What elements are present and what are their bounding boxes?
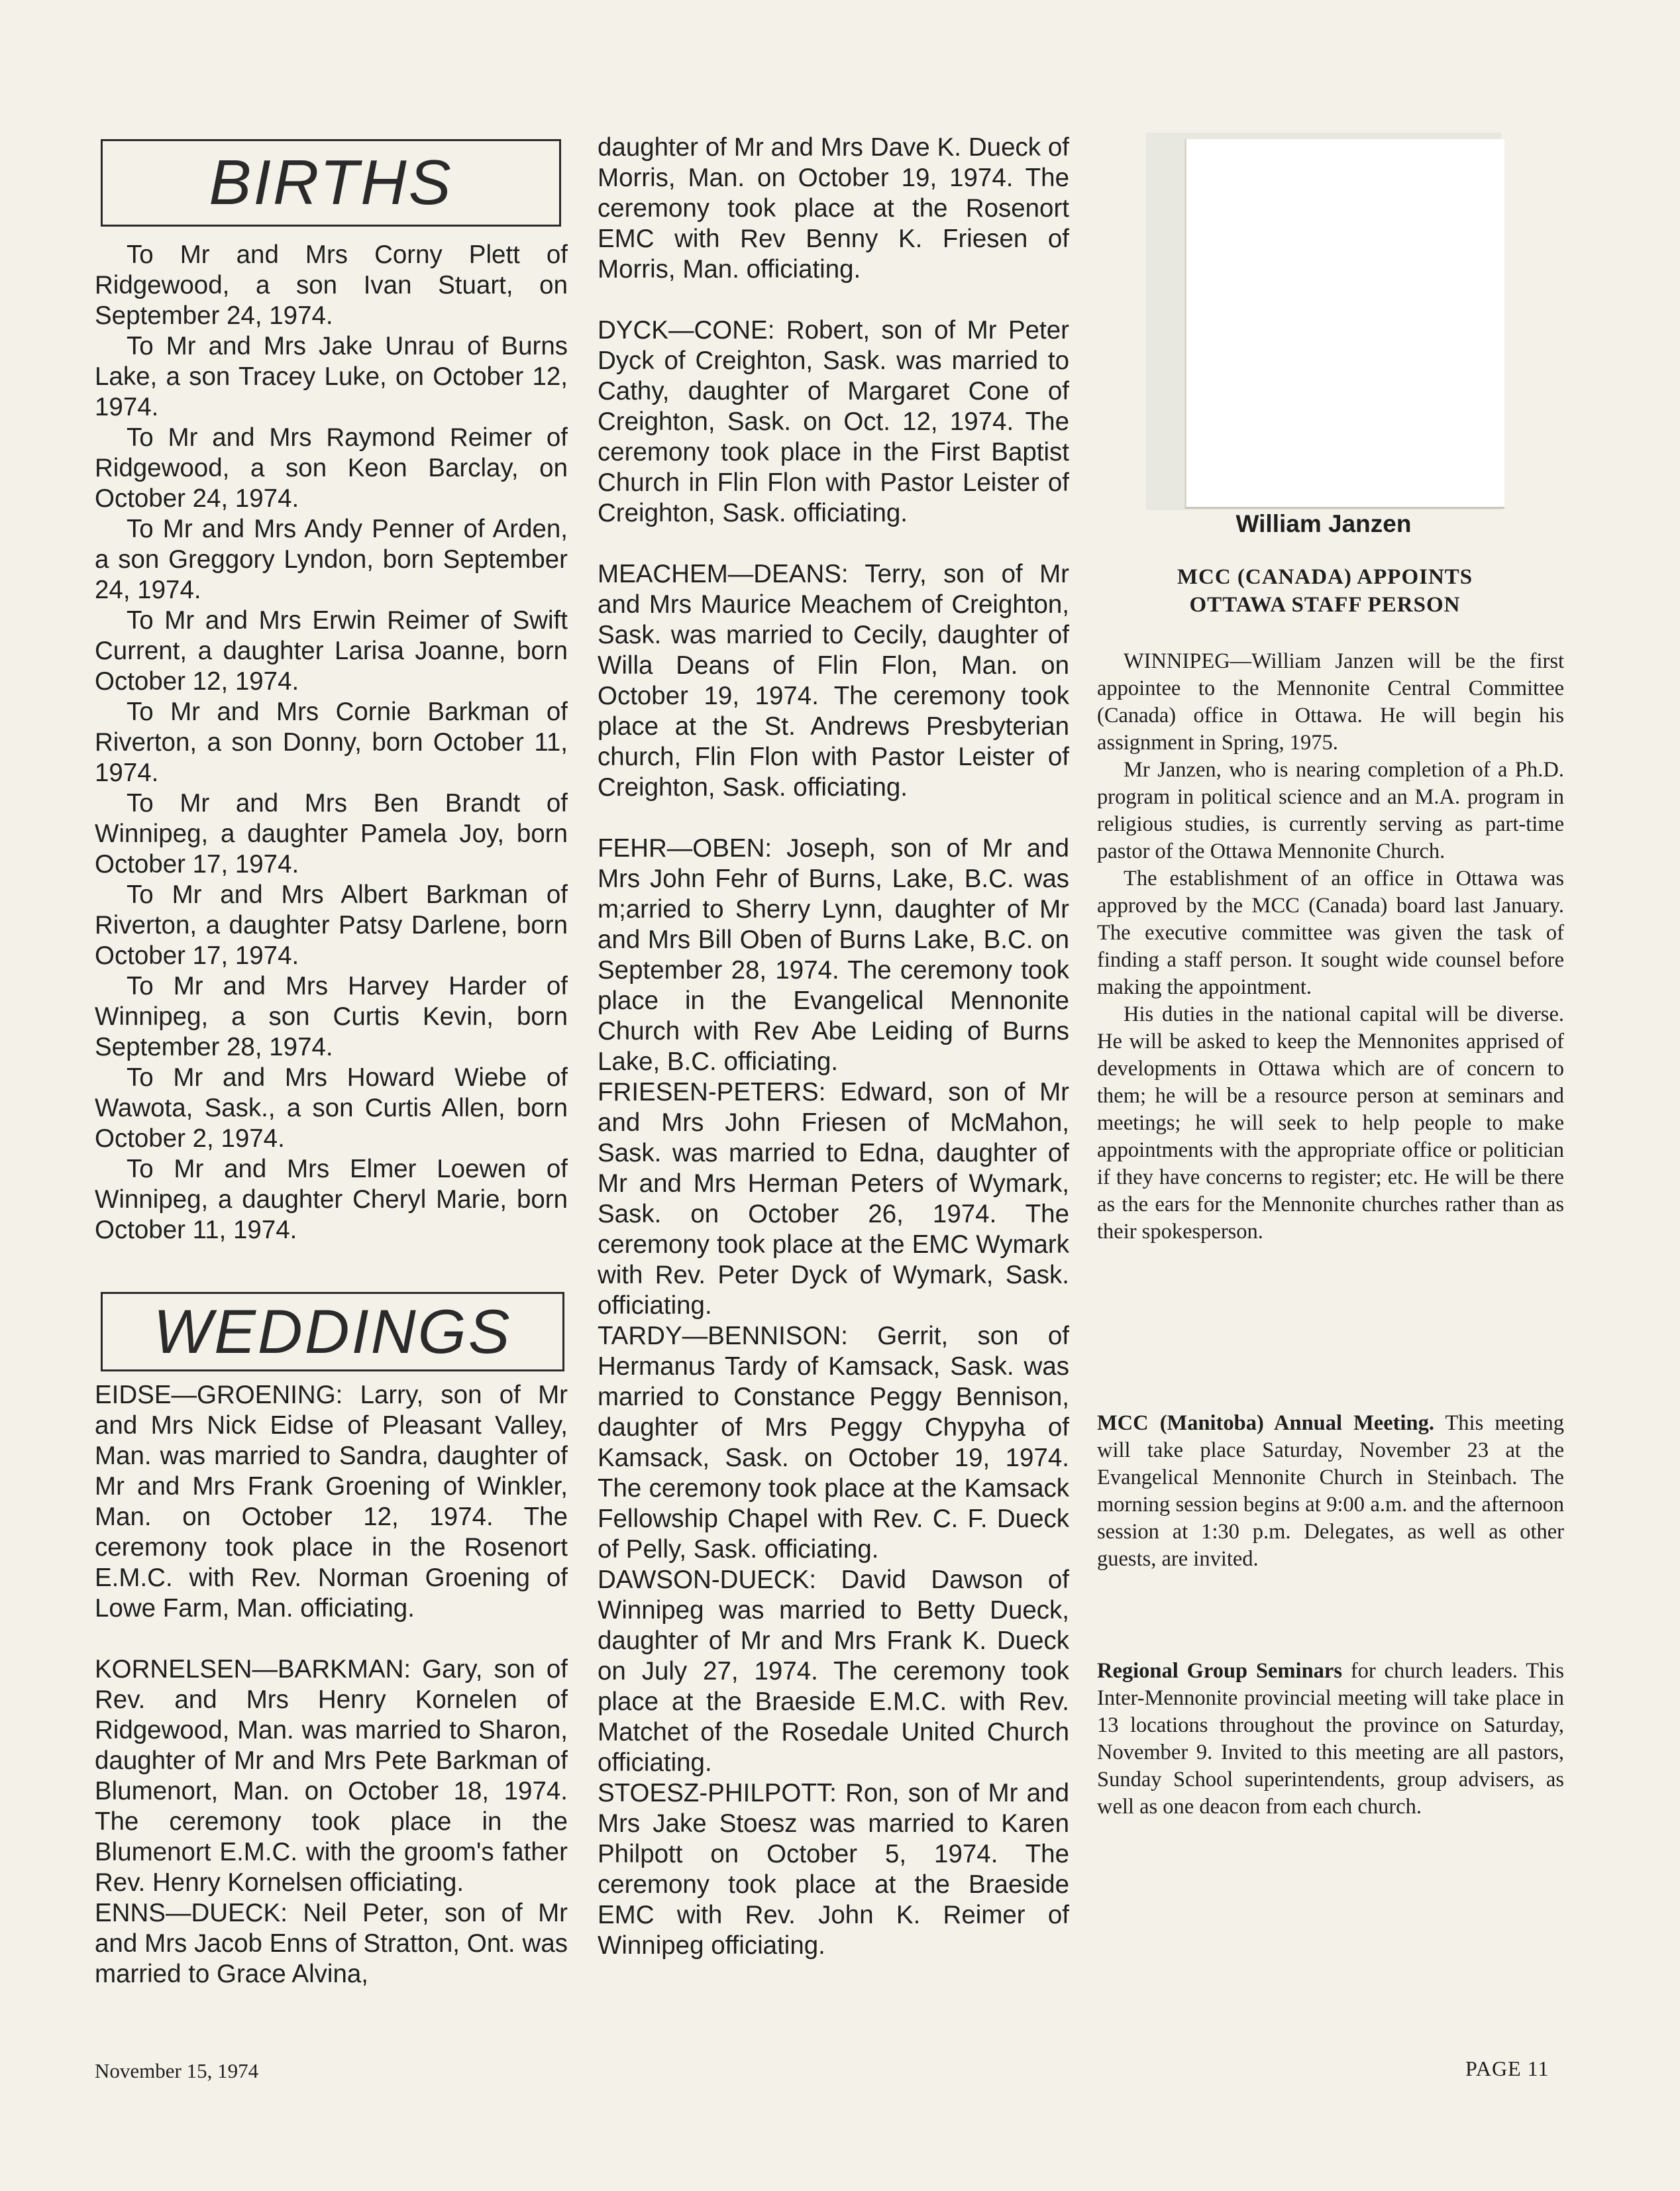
wedding-entry: ENNS—DUECK: Neil Peter, son of Mr and Mrs Jacob Enns of Stratton, Ont. was married to Grace Alvina, — [95, 1899, 568, 1988]
article-paragraph: The establishment of an office in Ottawa was approved by the MCC (Canada) board last January. The executive committee was given the task of finding a staff person. It sought wide counsel before making the appointment. — [1097, 867, 1564, 999]
article-paragraph: WINNIPEG—William Janzen will be the first appointee to the Mennonite Central Committee (Canada) office in Ottawa. He will begin his assignment in Spring, 1975. — [1097, 649, 1564, 755]
weddings-list-middle — [598, 133, 1069, 1961]
notice-lead: MCC (Manitoba) Annual Meeting. — [1097, 1411, 1434, 1435]
annual-meeting-notice — [1097, 1410, 1564, 1573]
article-body — [1097, 648, 1564, 1246]
page-number: PAGE 11 — [1465, 2057, 1549, 2080]
wedding-entry: DYCK—CONE: Robert, son of Mr Peter Dyck of Creighton, Sask. was married to Cathy, daughter of Margaret Cone of Creighton, Sask. on Oct. 12, 1974. The ceremony took place in the First Baptist Church in Flin Flon with Pastor Leister of Creighton, Sask. officiating. — [598, 316, 1069, 527]
issue-date: November 15, 1974 — [95, 2059, 259, 2082]
birth-entry: To Mr and Mrs Erwin Reimer of Swift Current, a daughter Larisa Joanne, born October 12, 1974. — [95, 606, 568, 696]
birth-entry: To Mr and Mrs Cornie Barkman of Riverton, a son Donny, born October 11, 1974. — [95, 698, 568, 787]
wedding-entry: FEHR—OBEN: Joseph, son of Mr and Mrs John Fehr of Burns, Lake, B.C. was m;arried to Sherry Lynn, daughter of Mr and Mrs Bill Oben of Burns Lake, B.C. on September 28, 1974. The ceremony took place in the Evangelical Mennonite Church with Rev Abe Leiding of Burns Lake, B.C. officiating. — [598, 834, 1069, 1076]
headline-line: MCC (CANADA) APPOINTS — [1177, 565, 1473, 589]
portrait-photo — [1184, 139, 1504, 509]
birth-entry: To Mr and Mrs Albert Barkman of Riverton, a daughter Patsy Darlene, born October 17, 1974. — [95, 881, 568, 970]
notice-body: This meeting will take place Saturday, November 23 at the Evangelical Mennonite Church in Steinbach. The morning session begins at 9:00 a.m. and the afternoon session at 1:30 p.m. Delegates, as well as other guests, are invited. — [1097, 1411, 1565, 1571]
photo-caption: William Janzen — [1235, 510, 1412, 537]
birth-entry: To Mr and Mrs Andy Penner of Arden, a son Greggory Lyndon, born September 24, 1974. — [95, 515, 568, 604]
wedding-entry: TARDY—BENNISON: Gerrit, son of Hermanus Tardy of Kamsack, Sask. was married to Constance Peggy Bennison, daughter of Mrs Peggy Chypyha of Kamsack, Sask. on October 19, 1974. The ceremony took place at the Kamsack Fellowship Chapel with Rev. C. F. Dueck of Pelly, Sask. officiating. — [598, 1322, 1069, 1564]
notice-body: for church leaders. This Inter-Mennonite provincial meeting will take place in 13 locations throughout the province on Saturday, November 9. Invited to this meeting are all pastors, Sunday School superintendents, group advisers, as well as one deacon from each church. — [1097, 1659, 1565, 1819]
article-paragraph: His duties in the national capital will be diverse. He will be asked to keep the Mennonites apprised of developments in Ottawa which are of concern to them; he will be a resource person at seminars and meetings; he will seek to help people to make appointments with the appropriate office or politician if they have concerns to register; etc. He will be there as the ears for the Mennonite churches rather than as their spokesperson. — [1097, 1002, 1564, 1244]
wedding-entry: STOESZ-PHILPOTT: Ron, son of Mr and Mrs Jake Stoesz was married to Karen Philpott on October 5, 1974. The ceremony took place at the Braeside EMC with Rev. John K. Reimer of Winnipeg officiating. — [598, 1779, 1069, 1960]
birth-entry: To Mr and Mrs Elmer Loewen of Winnipeg, a daughter Cheryl Marie, born October 11, 1974. — [95, 1155, 568, 1244]
birth-entry: To Mr and Mrs Raymond Reimer of Ridgewood, a son Keon Barclay, on October 24, 1974. — [95, 423, 568, 513]
article-headline — [1113, 563, 1537, 619]
article-paragraph: Mr Janzen, who is nearing completion of a Ph.D. program in political science and an M.A. program in religious studies, is currently serving as part-time pastor of the Ottawa Mennonite Church. — [1097, 758, 1564, 863]
wedding-entry: MEACHEM—DEANS: Terry, son of Mr and Mrs Maurice Meachem of Creighton, Sask. was married to Cecily, daughter of Willa Deans of Flin Flon, Man. on October 19, 1974. The ceremony took place at the St. Andrews Presbyterian church, Flin Flon with Pastor Leister of Creighton, Sask. officiating. — [598, 560, 1069, 802]
birth-entry: To Mr and Mrs Ben Brandt of Winnipeg, a daughter Pamela Joy, born October 17, 1974. — [95, 789, 568, 879]
notice-text — [1097, 1410, 1564, 1573]
seminars-notice — [1097, 1658, 1564, 1821]
headline-line: OTTAWA STAFF PERSON — [1189, 593, 1461, 617]
wedding-entry: DAWSON-DUECK: David Dawson of Winnipeg was married to Betty Dueck, daughter of Mr and Mrs Frank K. Dueck on July 27, 1974. The ceremony took place at the Braeside E.M.C. with Rev. Matchet of the Rosedale United Church officiating. — [598, 1566, 1069, 1777]
wedding-entry: EIDSE—GROENING: Larry, son of Mr and Mrs Nick Eidse of Pleasant Valley, Man. was married to Sandra, daughter of Mr and Mrs Frank Groening of Winkler, Man. on October 12, 1974. The ceremony took place in the Rosenort E.M.C. with Rev. Norman Groening of Lowe Farm, Man. officiating. — [95, 1381, 568, 1623]
weddings-list-left — [95, 1380, 568, 1990]
birth-entry: To Mr and Mrs Jake Unrau of Burns Lake, a son Tracey Luke, on October 12, 1974. — [95, 332, 568, 421]
wedding-entry: daughter of Mr and Mrs Dave K. Dueck of Morris, Man. on October 19, 1974. The ceremony took place at the Rosenort EMC with Rev Benny K. Friesen of Morris, Man. officiating. — [598, 133, 1069, 284]
births-list — [95, 240, 568, 1246]
birth-entry: To Mr and Mrs Harvey Harder of Winnipeg, a son Curtis Kevin, born September 28, 1974. — [95, 972, 568, 1061]
wedding-entry: KORNELSEN—BARKMAN: Gary, son of Rev. and Mrs Henry Kornelen of Ridgewood, Man. was married to Sharon, daughter of Mr and Mrs Pete Barkman of Blumenort, Man. on October 18, 1974. The ceremony took place in the Blumenort E.M.C. with the groom's father Rev. Henry Kornelsen officiating. — [95, 1655, 568, 1897]
birth-entry: To Mr and Mrs Howard Wiebe of Wawota, Sask., a son Curtis Allen, born October 2, 1974. — [95, 1063, 568, 1153]
notice-lead: Regional Group Seminars — [1097, 1659, 1342, 1683]
birth-entry: To Mr and Mrs Corny Plett of Ridgewood, a son Ivan Stuart, on September 24, 1974. — [95, 240, 568, 330]
notice-text — [1097, 1658, 1564, 1821]
weddings-heading: WEDDINGS — [101, 1292, 564, 1371]
births-heading: BIRTHS — [101, 139, 561, 227]
wedding-entry: FRIESEN-PETERS: Edward, son of Mr and Mrs John Friesen of McMahon, Sask. was married to Edna, daughter of Mr and Mrs Herman Peters of Wymark, Sask. on October 26, 1974. The ceremony took place at the EMC Wymark with Rev. Peter Dyck of Wymark, Sask. officiating. — [598, 1078, 1069, 1320]
